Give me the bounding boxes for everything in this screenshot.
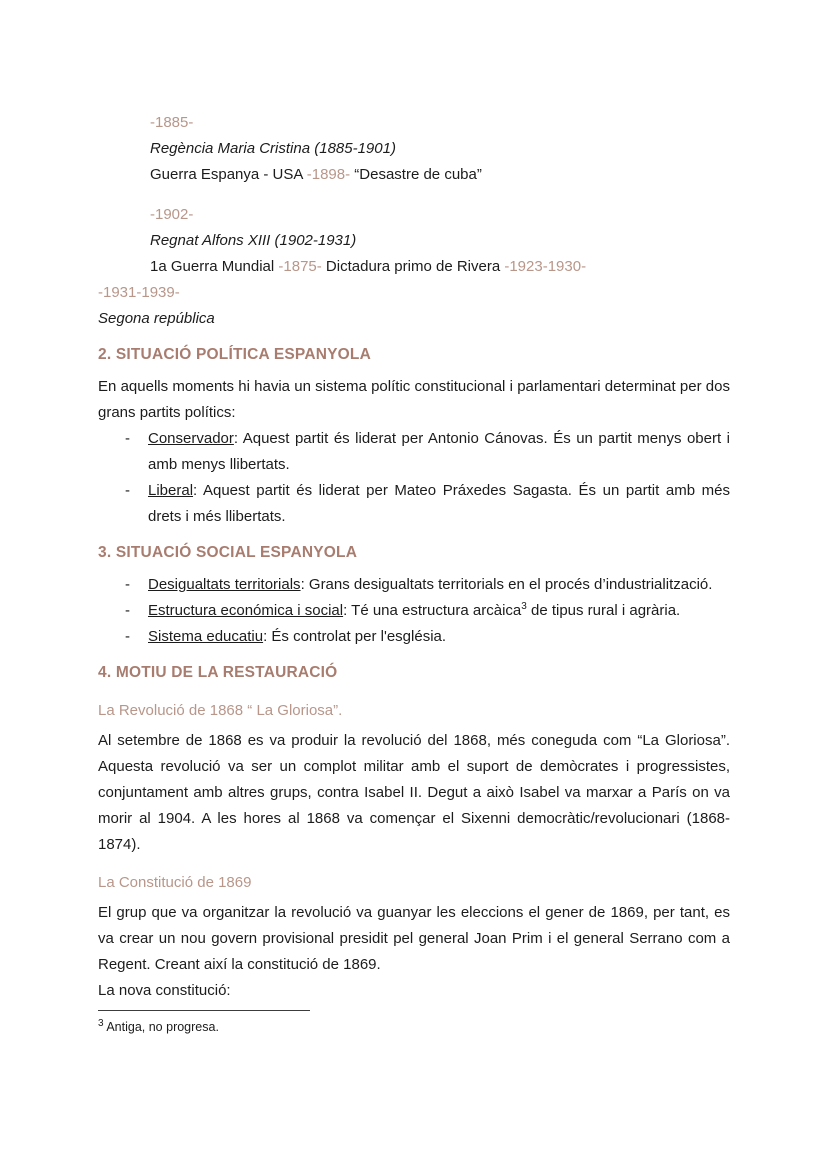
bullet-text: : Aquest partit és liderat per Mateo Práxedes Sagasta. És un partit amb més drets i més llibertats.	[148, 482, 730, 525]
bullet-text: : Té una estructura arcàica	[343, 602, 522, 619]
bullet-term: Desigualtats territorials	[148, 576, 301, 593]
timeline-date: -1885-	[150, 114, 194, 131]
bullet-text: : Grans desigualtats territorials en el procés d’industrialització.	[300, 576, 713, 593]
paragraph-nova-constitucio: La nova constitució:	[98, 982, 231, 999]
bullet-marker: -	[125, 576, 130, 593]
document-content	[98, 110, 730, 1036]
paragraph-revolucio: Al setembre de 1868 es va produir la revolució del 1868, més coneguda com “La Gloriosa”. Aquesta revolució va ser un complot militar amb el suport de demòcrates i progressistes, conjuntament amb altres grups, contra Isabel II. Degut a això Isabel va marxar a París on va morir al 1904. A les hores al 1868 va començar el Sixenni democràtic/revolucionari (1868-1874).	[98, 732, 730, 853]
bullet-marker: -	[125, 628, 130, 645]
section-heading-politica: 2. SITUACIÓ POLÍTICA ESPANYOLA	[98, 346, 371, 363]
timeline-text: Dictadura primo de Rivera	[321, 258, 505, 275]
bullet-estructura	[98, 598, 730, 624]
bullet-desigualtats	[98, 572, 730, 598]
subheading-revolucio-1868: La Revolució de 1868 “ La Gloriosa”.	[98, 702, 343, 719]
bullet-term: Conservador	[148, 430, 234, 447]
timeline-line-guerra-mundial	[98, 254, 730, 280]
timeline-line-regencia: Regència Maria Cristina (1885-1901)	[150, 140, 396, 157]
section-heading-social: 3. SITUACIÓ SOCIAL ESPANYOLA	[98, 544, 358, 561]
section-heading-restauracio: 4. MOTIU DE LA RESTAURACIÓ	[98, 664, 338, 681]
subheading-constitucio-1869: La Constitució de 1869	[98, 874, 252, 891]
timeline-line-range	[98, 280, 730, 306]
bullet-text: : Aquest partit és liderat per Antonio Cánovas. És un partit menys obert i amb menys llibertats.	[148, 430, 730, 473]
timeline-line-regnat: Regnat Alfons XIII (1902-1931)	[150, 232, 357, 249]
footnote-body: Antiga, no progresa.	[103, 1020, 219, 1034]
timeline-date: -1902-	[150, 206, 194, 223]
bullet-liberal	[98, 478, 730, 530]
section2-intro-paragraph: En aquells moments hi havia un sistema polític constitucional i parlamentari determinat per dos grans partits polítics:	[98, 378, 730, 421]
bullet-marker: -	[125, 602, 130, 619]
timeline-block-1885	[98, 110, 730, 188]
bullet-text: de tipus rural i agrària.	[526, 602, 681, 619]
bullet-term: Estructura económica i social	[148, 602, 344, 619]
footnote-reference: 3	[521, 601, 527, 612]
footnote-divider	[98, 1010, 310, 1011]
timeline-text: 1a Guerra Mundial	[150, 258, 279, 275]
timeline-line-segona-republica: Segona república	[98, 310, 215, 327]
timeline-date: -1898-	[306, 166, 351, 183]
footnote-text	[98, 1018, 730, 1036]
bullet-marker: -	[125, 430, 130, 447]
timeline-date: -1931-1939-	[98, 284, 180, 301]
timeline-block-1902	[98, 202, 730, 332]
footnote-number: 3	[98, 1017, 104, 1029]
bullet-text: : És controlat per l'església.	[263, 628, 447, 645]
timeline-date: -1875-	[278, 258, 322, 275]
timeline-text: Guerra Espanya - USA	[150, 166, 307, 183]
timeline-text: “Desastre de cuba”	[350, 166, 482, 183]
paragraph-constitucio: El grup que va organitzar la revolució va guanyar les eleccions el gener de 1869, per tant, es va crear un nou govern provisional presidit pel general Joan Prim i el general Serrano com a Regent. Creant així la constitució de 1869.	[98, 904, 730, 973]
timeline-line-guerra-espanya	[98, 162, 730, 188]
bullet-conservador	[98, 426, 730, 478]
bullet-term: Liberal	[148, 482, 194, 499]
timeline-date: -1923-1930-	[504, 258, 587, 275]
bullet-term: Sistema educatiu	[148, 628, 264, 645]
timeline-line-date-1885	[98, 110, 730, 136]
bullet-sistema-educatiu	[98, 624, 730, 650]
timeline-line-date-1902	[98, 202, 730, 228]
footnote-area	[98, 1010, 730, 1036]
bullet-marker: -	[125, 482, 130, 499]
